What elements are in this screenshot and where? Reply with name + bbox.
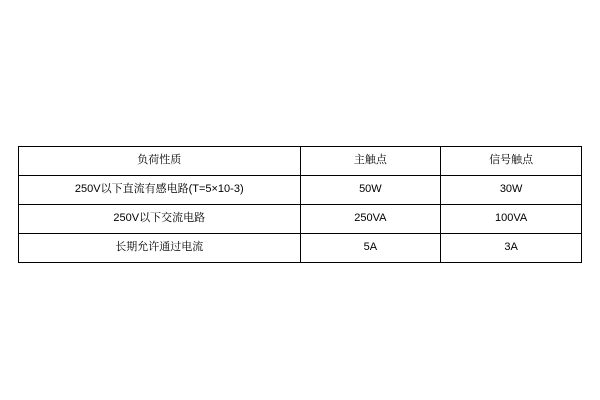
column-header-main-contact: 主触点 xyxy=(300,147,441,176)
cell-load-nature: 长期允许通过电流 xyxy=(19,234,301,263)
table-row xyxy=(19,176,582,205)
table-row xyxy=(19,205,582,234)
cell-main-contact: 5A xyxy=(300,234,441,263)
cell-load-nature: 250V以下直流有感电路(T=5×10-3) xyxy=(19,176,301,205)
column-header-signal-contact: 信号触点 xyxy=(441,147,582,176)
cell-load-nature: 250V以下交流电路 xyxy=(19,205,301,234)
column-header-load-nature: 负荷性质 xyxy=(19,147,301,176)
cell-signal-contact: 30W xyxy=(441,176,582,205)
cell-signal-contact: 3A xyxy=(441,234,582,263)
cell-main-contact: 50W xyxy=(300,176,441,205)
cell-signal-contact: 100VA xyxy=(441,205,582,234)
cell-main-contact: 250VA xyxy=(300,205,441,234)
table-header-row xyxy=(19,147,582,176)
spec-table xyxy=(18,146,582,263)
spec-table-container xyxy=(18,146,582,263)
table-row xyxy=(19,234,582,263)
